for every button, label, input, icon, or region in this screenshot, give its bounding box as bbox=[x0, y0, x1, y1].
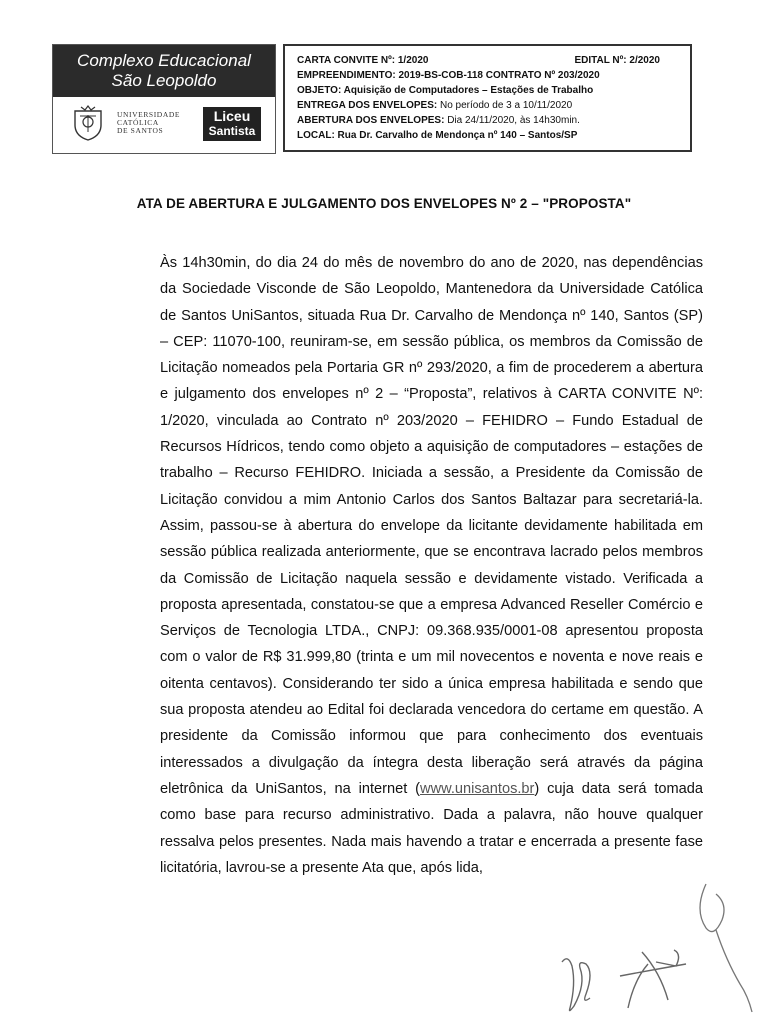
handwritten-initials bbox=[556, 880, 756, 1020]
logo-line-2: São Leopoldo bbox=[111, 71, 217, 90]
local-line: LOCAL: Rua Dr. Carvalho de Mendonça nº 140 – Santos/SP bbox=[297, 130, 578, 141]
entrega-line: ENTREGA DOS ENVELOPES: No período de 3 a 10/11/2020 bbox=[297, 100, 573, 111]
body-text-part-1: Às 14h30min, do dia 24 do mês de novembro do ano de 2020, nas dependências da Sociedade Visconde de São Leopoldo, Mantenedora da Universidade Católica de Santos UniSantos, situada Rua Dr. Carvalho de Mendonça nº 140, Santos (SP) – CEP: 11070-100, reuniram-se, em sessão pública, os membros da Comissão de Licitação nomeados pela Portaria GR nº 293/2020, a fim de procederem a abertura e julgamento dos envelopes nº 2 – “Proposta”, relativos à CARTA CONVITE Nº: 1/2020, vinculada ao Contrato nº 203/2020 – FEHIDRO – Fundo Estadual de Recursos Hídricos, tendo como objeto a aquisição de computadores – estações de trabalho – Recurso FEHIDRO. Iniciada a sessão, a Presidente da Comissão de Licitação convidou a mim Antonio Carlos dos Santos Baltazar para secretariá-la. Assim, passou-se à abertura do envelope da licitante devidamente habilitada em sessão pública realizada anteriormente, que se encontrava lacrado pelos membros da Comissão de Licitação naquela sessão e devidamente vistado. Verificada a proposta apresentada, constatou-se que a empresa Advanced Reseller Comércio e Serviços de Tecnologia LTDA., CNPJ: 09.368.935/0001-08 apresentou proposta com o valor de R$ 31.999,80 (trinta e um mil novecentos e noventa e nove reais e oitenta centavos). Considerando ter sido a única empresa habilitada e sendo que sua proposta atendeu ao Edital foi declarada vencedora do certame em questão. A presidente da Comissão informou que para conhecimento dos eventuais interessados a divulgação da íntegra desta liberação será através da página eletrônica da UniSantos, na internet ( bbox=[160, 255, 703, 797]
unisantos-link[interactable]: www.unisantos.br bbox=[420, 780, 535, 797]
complexo-educacional-banner bbox=[53, 45, 275, 97]
institution-logo-block bbox=[52, 44, 276, 154]
abertura-line: ABERTURA DOS ENVELOPES: Dia 24/11/2020, às 14h30min. bbox=[297, 115, 580, 126]
liceu-santista-logo: Liceu Santista bbox=[203, 107, 261, 141]
carta-convite-line: CARTA CONVITE Nº: 1/2020 bbox=[297, 55, 429, 66]
document-title: ATA DE ABERTURA E JULGAMENTO DOS ENVELOPES Nº 2 – "PROPOSTA" bbox=[136, 196, 632, 211]
objeto-line: OBJETO: Aquisição de Computadores – Estações de Trabalho bbox=[297, 85, 594, 96]
empreendimento-line: EMPREENDIMENTO: 2019-BS-COB-118 CONTRATO Nº 203/2020 bbox=[297, 70, 600, 81]
tender-info-box bbox=[283, 44, 692, 152]
logo-line-1: Complexo Educacional bbox=[77, 51, 251, 70]
universidade-catolica-logo-text: UNIVERSIDADE CATÓLICA DE SANTOS bbox=[117, 110, 181, 135]
edital-number: EDITAL Nº: 2/2020 bbox=[574, 55, 660, 66]
university-crest-icon bbox=[71, 105, 105, 141]
ata-body-text bbox=[160, 250, 703, 881]
body-text-part-2: ) cuja data será tomada como base para recurso administrativo. Dada a palavra, não houve qualquer ressalva pelos presentes. Nada mais havendo a tratar e encerrada a presente fase licitatória, lavrou-se a presente Ata que, após lida, bbox=[160, 780, 703, 876]
